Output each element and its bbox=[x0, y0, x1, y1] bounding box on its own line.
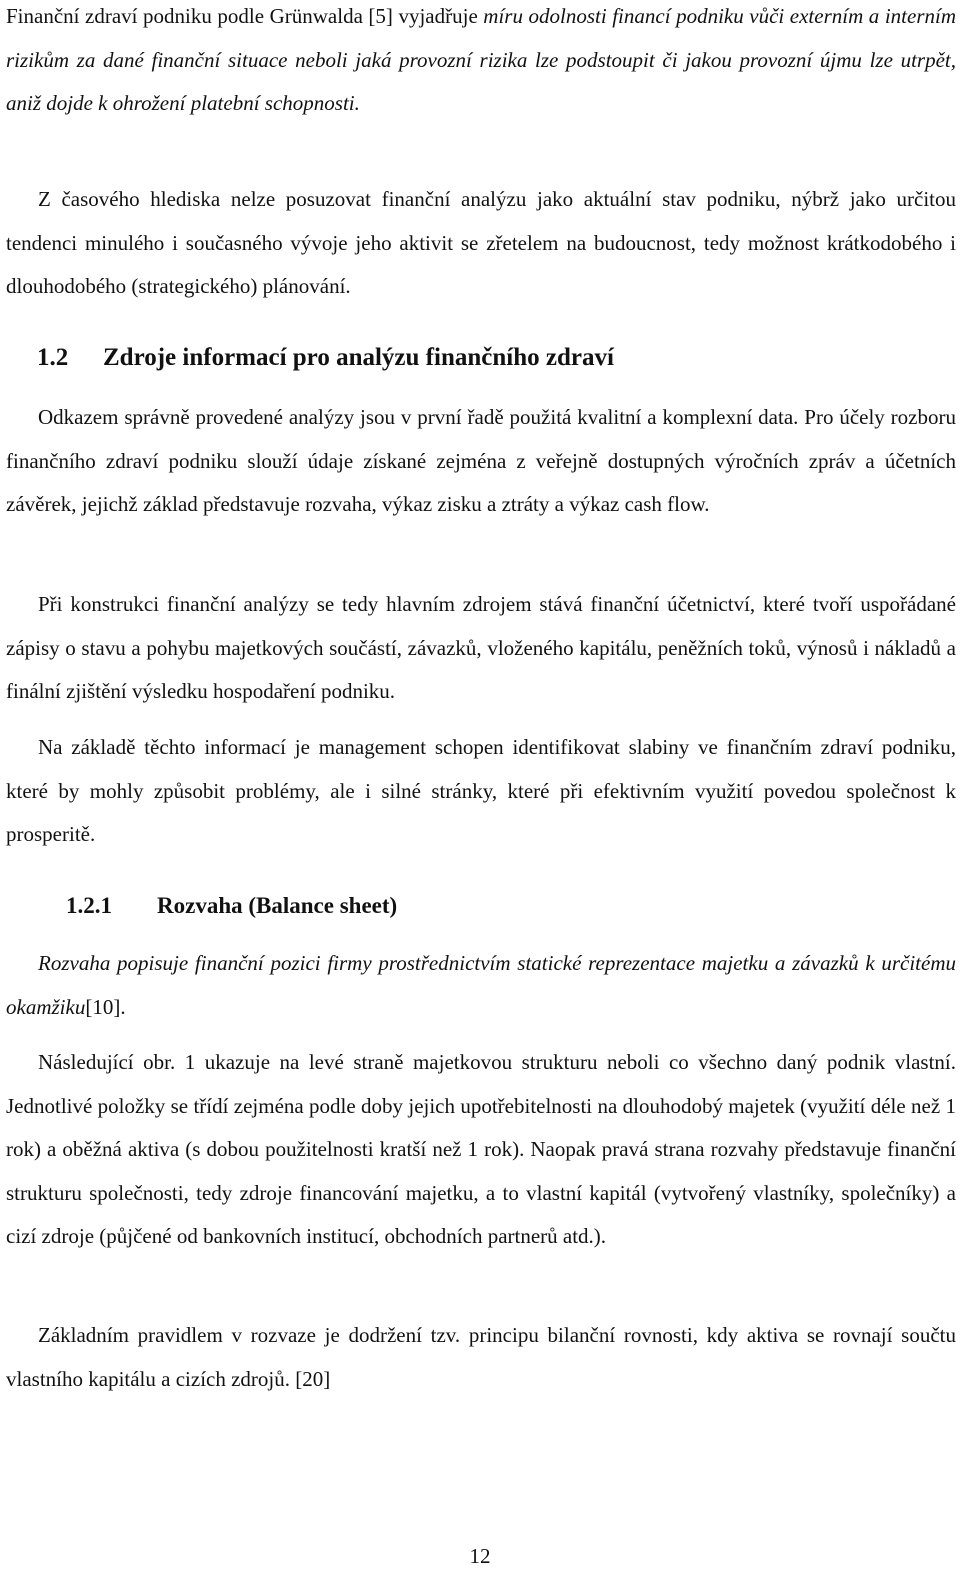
subsection-number: 1.2.1 bbox=[66, 893, 112, 918]
paragraph-lead-text: Finanční zdraví podniku podle Grünwalda [5] vyjadřuje bbox=[6, 4, 484, 28]
section-title: Zdroje informací pro analýzu finančního zdraví bbox=[103, 344, 614, 371]
paragraph-balance-rule: Základním pravidlem v rozvaze je dodržení tzv. principu bilanční rovnosti, kdy aktiva se rovnají součtu vlastního kapitálu a cizích zdrojů. [20] bbox=[6, 1323, 956, 1391]
subsection-heading bbox=[66, 884, 397, 928]
paragraph-balance-sheet-definition bbox=[6, 942, 956, 1029]
paragraph-time-perspective: Z časového hlediska nelze posuzovat finanční analýzu jako aktuální stav podniku, nýbrž jako určitou tendenci minulého i současného vývoje jeho aktivit se zřetelem na budoucnost, tedy možnost krátkodobého i dlouhodobého (strategického) plánování. bbox=[6, 187, 956, 298]
paragraph-financial-health-definition bbox=[6, 0, 956, 126]
paragraph-management-insight: Na základě těchto informací je management schopen identifikovat slabiny ve finančním zdraví podniku, které by mohly způsobit problémy, ale i silné stránky, které při efektivním využití povedou společnost k prosperitě. bbox=[6, 735, 956, 846]
section-number: 1.2 bbox=[37, 344, 69, 371]
citation-reference: [10]. bbox=[85, 994, 126, 1019]
subsection-title: Rozvaha (Balance sheet) bbox=[157, 893, 398, 918]
paragraph-financial-accounting: Při konstrukci finanční analýzy se tedy hlavním zdrojem stává finanční účetnictví, které tvoří uspořádané zápisy o stavu a pohybu majetkových součástí, závazků, vloženého kapitálu, peněžních toků, výnosů i nákladů a finální zjištění výsledku hospodaření podniku. bbox=[6, 592, 956, 703]
definition-italic-text: Rozvaha popisuje finanční pozici firmy prostřednictvím statické reprezentace majetku a závazků k určitému okamžiku bbox=[6, 951, 956, 1019]
section-heading bbox=[37, 334, 614, 382]
paragraph-italic-text: míru odolnosti financí podniku vůči externím a interním rizikům za dané finanční situace neboli jaká provozní rizika lze podstoupit či jakou provozní újmu lze utrpět, aniž dojde k ohrožení platební schopnosti. bbox=[6, 4, 956, 115]
paragraph-balance-sheet-structure: Následující obr. 1 ukazuje na levé straně majetkovou strukturu neboli co všechno daný podnik vlastní. Jednotlivé položky se třídí zejména podle doby jejich upotřebitelnosti na dlouhodobý majetek (využití déle než 1 rok) a oběžná aktiva (s dobou použitelnosti kratší než 1 rok). Naopak pravá strana rozvahy představuje finanční strukturu společnosti, tedy zdroje financování majetku, a to vlastní kapitál (vytvořený vlastníky, společníky) a cizí zdroje (půjčené od bankovních institucí, obchodních partnerů atd.). bbox=[6, 1050, 956, 1248]
page-number: 12 bbox=[469, 1544, 491, 1568]
paragraph-data-sources: Odkazem správně provedené analýzy jsou v první řadě použitá kvalitní a komplexní data. Pro účely rozboru finančního zdraví podniku slouží údaje získané zejména z veřejně dostupných výročních zpráv a účetních závěrek, jejichž základ představuje rozvaha, výkaz zisku a ztráty a výkaz cash flow. bbox=[6, 405, 956, 516]
